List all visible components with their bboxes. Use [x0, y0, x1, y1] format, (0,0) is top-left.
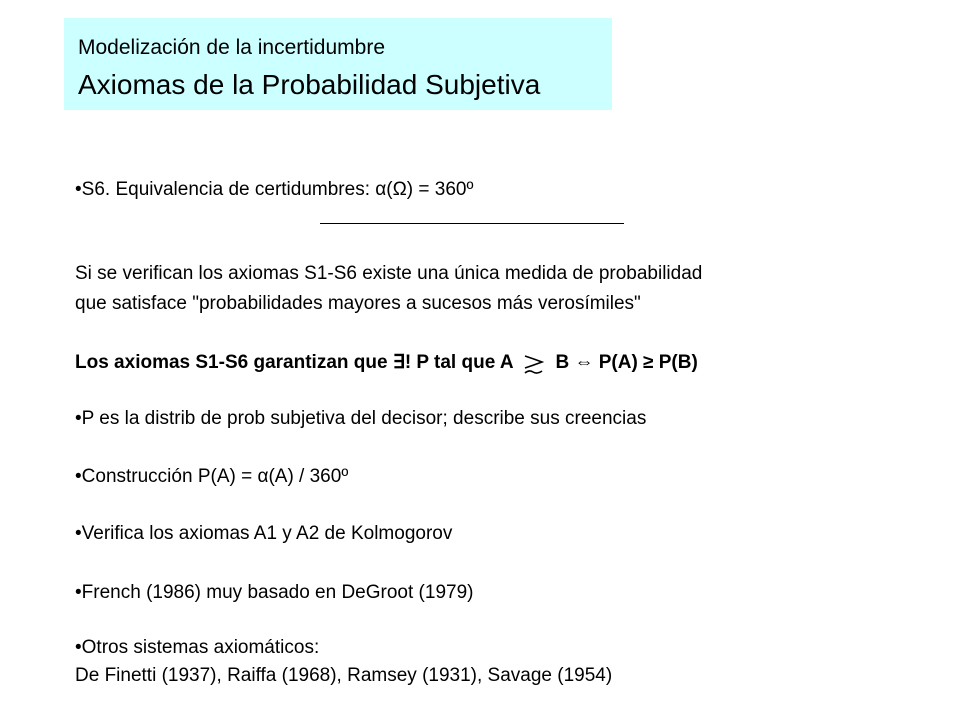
bullet-subjective-distribution: •P es la distrib de prob subjetiva del decisor; describe sus creencias — [75, 408, 647, 429]
succsim-icon — [522, 354, 546, 376]
theorem-right: B ⇔ P(A) ≥ P(B) — [555, 352, 698, 373]
paragraph-line-2: que satisface "probabilidades mayores a sucesos más verosímiles" — [75, 293, 641, 314]
theorem-left: Los axiomas S1-S6 garantizan que ∃! P tal que A — [75, 352, 513, 373]
theorem-statement — [75, 352, 698, 376]
bullet-construction: •Construcción P(A) = α(A) / 360º — [75, 466, 349, 487]
slide-subtitle: Modelización de la incertidumbre — [78, 36, 385, 59]
divider-line — [320, 223, 624, 224]
bullet-kolmogorov: •Verifica los axiomas A1 y A2 de Kolmogorov — [75, 523, 453, 544]
other-systems-references: De Finetti (1937), Raiffa (1968), Ramsey (1931), Savage (1954) — [75, 665, 613, 686]
bullet-s6: •S6. Equivalencia de certidumbres: α(Ω) = 360º — [75, 179, 474, 200]
paragraph-line-1: Si se verifican los axiomas S1-S6 existe una única medida de probabilidad — [75, 263, 703, 284]
title-box — [64, 18, 612, 110]
bullet-french: •French (1986) muy basado en DeGroot (1979) — [75, 582, 474, 603]
bullet-other-systems: •Otros sistemas axiomáticos: — [75, 637, 320, 658]
slide-title: Axiomas de la Probabilidad Subjetiva — [78, 69, 541, 100]
